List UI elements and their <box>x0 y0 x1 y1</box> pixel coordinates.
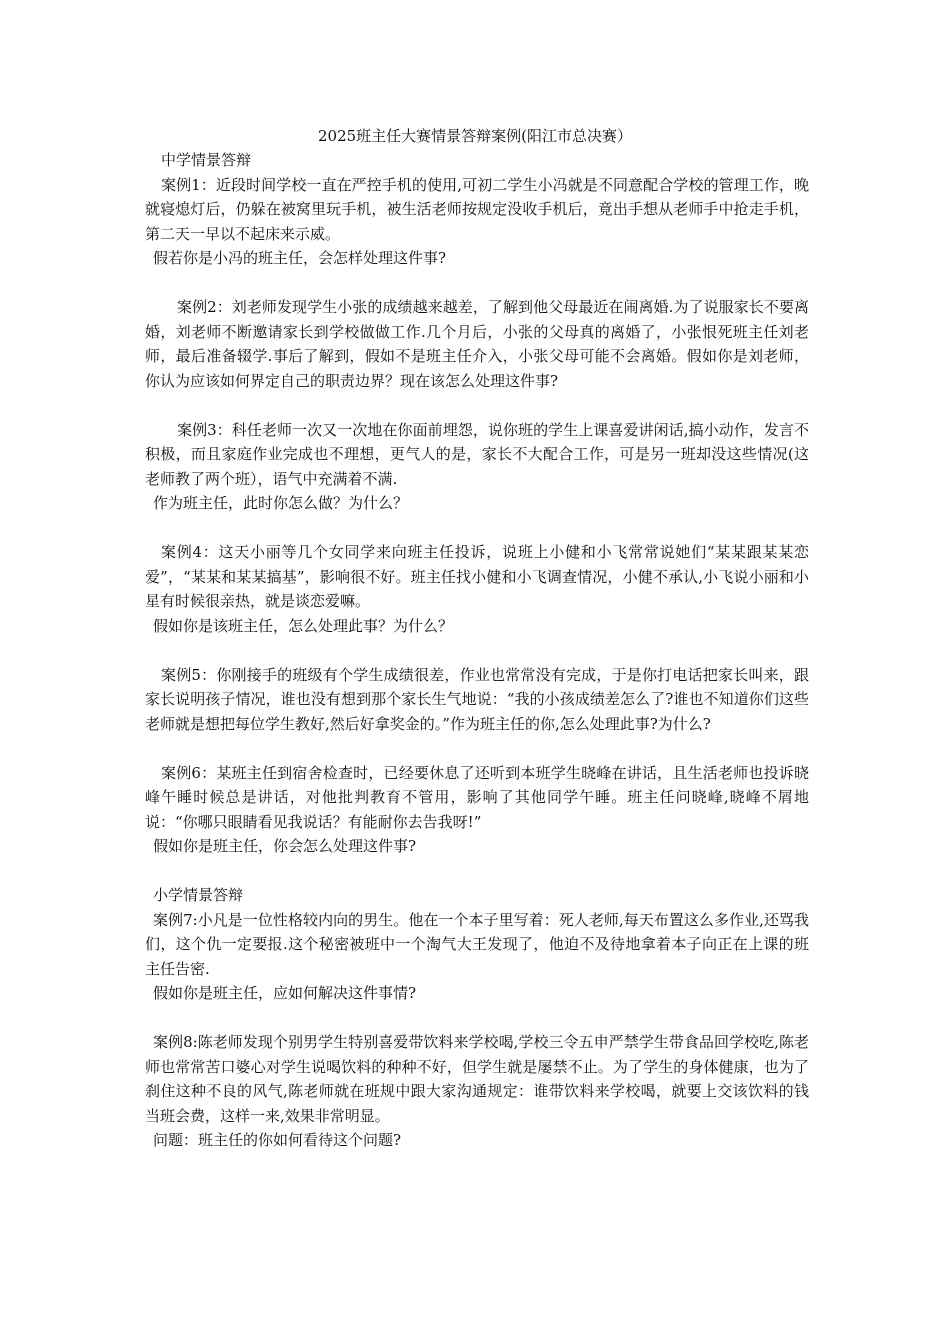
case-7-text: 案例7:小凡是一位性格较内向的男生。他在一个本子里写着：死人老师,每天布置这么多作业,还骂我们，这个仇一定要报.这个秘密被班中一个淘气大王发现了，他迫不及待地拿着本子向正在上课的班主任告密. <box>145 910 809 978</box>
case-5-text: 案例5：你刚接手的班级有个学生成绩很差，作业也常常没有完成，于是你打电话把家长叫来，跟家长说明孩子情况，谁也没有想到那个家长生气地说：“我的小孩成绩差怎么了?谁也不知道你们这些老师就是想把每位学生教好,然后好拿奖金的。”作为班主任的你,怎么处理此事?为什么? <box>145 665 809 733</box>
case-1-text: 案例1：近段时间学校一直在严控手机的使用,可初二学生小冯就是不同意配合学校的管理工作，晚就寝熄灯后，仍躲在被窝里玩手机，被生活老师按规定没收手机后，竟出手想从老师手中抢走手机，第二天一早以不起床来示威。 <box>145 175 809 243</box>
section-heading-middle: 中学情景答辩 <box>161 151 252 169</box>
spacer <box>145 516 809 541</box>
case-4-text: 案例4：这天小丽等几个女同学来向班主任投诉，说班上小健和小飞常常说她们“某某跟某某恋爱”，“某某和某某搞基”，影响很不好。班主任找小健和小飞调查情况，小健不承认,小飞说小丽和小星有时候很亲热，就是谈恋爱嘛。 <box>145 543 809 610</box>
spacer <box>145 393 809 418</box>
spacer <box>145 736 809 761</box>
case-2-text: 案例2：刘老师发现学生小张的成绩越来越差，了解到他父母最近在闹离婚.为了说服家长不要离婚，刘老师不断邀请家长到学校做做工作.几个月后，小张的父母真的离婚了，小张恨死班主任刘老师，最后准备辍学.事后了解到，假如不是班主任介入，小张父母可能不会离婚。假如你是刘老师，你认为应该如何界定自己的职责边界？现在该怎么处理这件事? <box>145 298 809 390</box>
case-8-question: 问题：班主任的你如何看待这个问题? <box>153 1131 402 1149</box>
section-heading-primary: 小学情景答辩 <box>153 886 244 904</box>
case-7-question: 假如你是班主任，应如何解决这件事情? <box>153 984 417 1002</box>
document-title: 2025班主任大赛情景答辩案例(阳江市总决赛） <box>317 127 633 145</box>
case-1-question: 假若你是小冯的班主任，会怎样处理这件事? <box>153 249 447 267</box>
spacer <box>145 1006 809 1031</box>
spacer <box>145 271 809 296</box>
case-6-question: 假如你是班主任，你会怎么处理这件事? <box>153 837 417 855</box>
spacer <box>145 859 809 884</box>
spacer <box>145 638 809 663</box>
case-3-text: 案例3：科任老师一次又一次地在你面前埋怨，说你班的学生上课喜爱讲闲话,搞小动作，发言不积极，而且家庭作业完成也不理想，更气人的是，家长不大配合工作，可是另一班却没这些情况(这老师教了两个班），语气中充满着不满. <box>145 420 809 488</box>
case-6-text: 案例6：某班主任到宿舍检查时，已经要休息了还听到本班学生晓峰在讲话，且生活老师也投诉晓峰午睡时候总是讲话，对他批判教育不管用，影响了其他同学午睡。班主任问晓峰,晓峰不屑地说：“你哪只眼睛看见我说话？有能耐你去告我呀!” <box>145 763 809 831</box>
document-body <box>145 148 809 1153</box>
case-8-text: 案例8:陈老师发现个别男学生特别喜爱带饮料来学校喝,学校三令五申严禁学生带食品回学校吃,陈老师也常常苦口婆心对学生说喝饮料的种种不好，但学生就是屡禁不止。为了学生的身体健康，也为了刹住这种不良的风气,陈老师就在班规中跟大家沟通规定：谁带饮料来学校喝，就要上交该饮料的钱当班会费，这样一来,效果非常明显。 <box>145 1033 809 1125</box>
case-4-question: 假如你是该班主任，怎么处理此事？为什么？ <box>153 616 454 635</box>
case-3-question: 作为班主任，此时你怎么做？为什么？ <box>153 494 409 512</box>
